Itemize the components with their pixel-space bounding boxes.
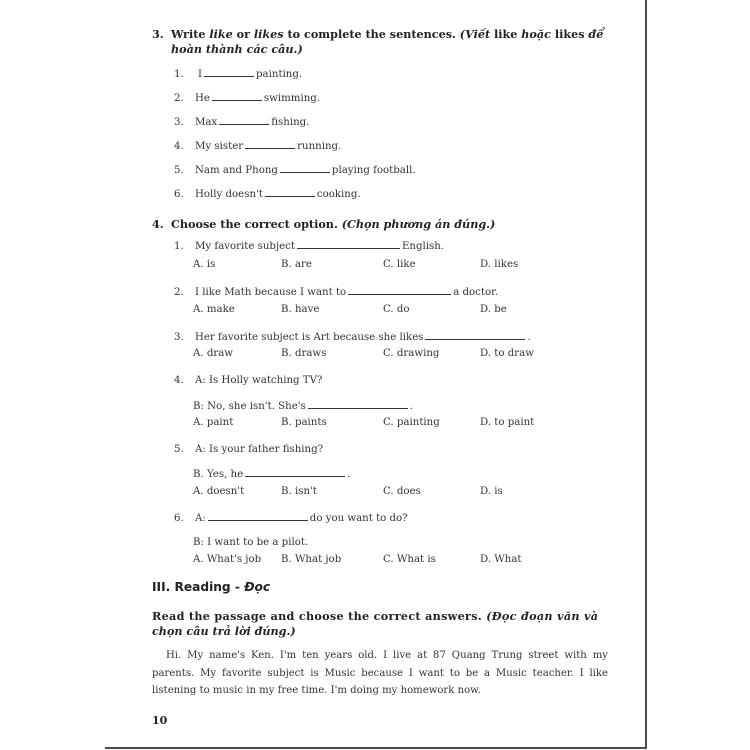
option-d[interactable]: D. What [480, 554, 522, 565]
question-4 [174, 375, 322, 386]
heading-vi: like [494, 27, 518, 41]
option-d[interactable]: D. be [480, 304, 507, 315]
option-b[interactable]: B. What job [281, 554, 342, 565]
page-border-right [645, 0, 647, 749]
exercise-3-heading [152, 27, 603, 41]
option-c[interactable]: C. What is [383, 554, 436, 565]
question-6-line2 [193, 537, 308, 548]
heading-text: Choose the correct option. [171, 217, 342, 231]
question-number: 5. [174, 444, 184, 455]
blank-field[interactable] [425, 331, 525, 340]
option-a[interactable]: A. make [193, 304, 235, 315]
item-number: 6. [174, 189, 184, 200]
question-text: English. [401, 241, 445, 252]
option-b[interactable]: B. draws [281, 348, 327, 359]
exercise-3-item [174, 68, 302, 80]
instruction-vi: (Đọc đoạn văn và [486, 609, 599, 623]
question-text: B: I want to be a pilot. [193, 537, 309, 548]
passage-text: Hi. My name's Ken. I'm ten years old. I live at 87 Quang Trung street with my parents. My favorite subject is Music because I want to be a Music teacher. I like listening to music in my free time. I'm doing my homework now. [152, 650, 608, 696]
item-text: cooking. [316, 189, 361, 200]
option-c[interactable]: C. do [383, 304, 410, 315]
question-number: 6. [174, 513, 184, 524]
question-number: 1. [174, 241, 184, 252]
item-text: running. [297, 141, 342, 152]
item-text: Nam and Phong [195, 165, 278, 176]
blank-field[interactable] [297, 240, 400, 249]
question-1 [174, 240, 444, 252]
item-number: 1. [174, 69, 184, 80]
question-5-line2 [193, 468, 350, 480]
item-number: 2. [174, 93, 184, 104]
heading-vi: likes [554, 27, 585, 41]
heading-vi: (Viết [459, 27, 495, 41]
question-2 [174, 286, 498, 298]
section-title-vi: Đọc [244, 580, 271, 594]
option-a[interactable]: A. doesn't [193, 486, 245, 497]
instruction-text: Read the passage and choose the correct answers. [152, 609, 487, 623]
heading-vi: hoặc [517, 27, 555, 41]
exercise-3-heading-line2 [171, 42, 303, 56]
blank-field[interactable] [212, 92, 262, 101]
blank-field[interactable] [245, 468, 345, 477]
question-4-line2 [193, 400, 413, 412]
option-c[interactable]: C. like [383, 259, 416, 270]
item-text: My sister [195, 141, 244, 152]
exercise-3-item [174, 164, 416, 176]
heading-vi: để [584, 27, 604, 41]
option-a[interactable]: A. is [193, 259, 216, 270]
heading-vi: (Chọn phương án đúng.) [341, 217, 496, 231]
page-number: 10 [152, 714, 168, 727]
section-title-reading [152, 580, 270, 594]
instruction-vi: chọn câu trả lời đúng.) [152, 624, 296, 638]
option-d[interactable]: D. is [480, 486, 503, 497]
item-text: painting. [256, 69, 303, 80]
option-b[interactable]: B. are [281, 259, 312, 270]
question-6 [174, 512, 408, 524]
reading-passage [152, 647, 608, 700]
question-5 [174, 444, 323, 455]
page-border-bottom [105, 747, 647, 749]
question-text: A: [195, 513, 206, 524]
option-b[interactable]: B. isn't [281, 486, 317, 497]
exercise-4-heading [152, 217, 495, 231]
question-number: 2. [174, 287, 184, 298]
blank-field[interactable] [208, 512, 308, 521]
heading-likes: likes [253, 27, 284, 41]
question-text: B. Yes, he [193, 469, 244, 480]
blank-field[interactable] [245, 140, 295, 149]
item-number: 5. [174, 165, 184, 176]
heading-text: to complete the sentences. [283, 27, 460, 41]
question-number: 4. [174, 375, 184, 386]
exercise-3-item [174, 140, 341, 152]
question-text: . [409, 401, 414, 412]
item-text: I [198, 69, 203, 80]
exercise-number: 3. [152, 27, 164, 41]
question-text: . [527, 332, 531, 343]
question-3 [174, 331, 531, 343]
blank-field[interactable] [280, 164, 330, 173]
exercise-3-item [174, 188, 361, 200]
option-a[interactable]: A. paint [193, 417, 234, 428]
option-a[interactable]: A. draw [193, 348, 234, 359]
item-number: 3. [174, 117, 184, 128]
reading-instruction [152, 609, 598, 623]
question-text: . [347, 469, 351, 480]
heading-text: Write [171, 27, 210, 41]
item-text: playing football. [331, 165, 416, 176]
question-text: My favorite subject [195, 241, 295, 252]
question-text: B: No, she isn't. She's [193, 401, 306, 412]
question-text: do you want to do? [309, 513, 408, 524]
heading-like: like [209, 27, 233, 41]
heading-vi: hoàn thành các câu.) [171, 42, 303, 56]
exercise-3-item [174, 116, 309, 128]
question-text: A: Is Holly watching TV? [195, 375, 323, 386]
section-title-en: III. Reading - [152, 580, 245, 594]
option-d[interactable]: D. to draw [480, 348, 534, 359]
question-text: Her favorite subject is Art because she likes [195, 332, 424, 343]
item-text: swimming. [263, 93, 321, 104]
option-d[interactable]: D. likes [480, 259, 519, 270]
item-text: Holly doesn't [195, 189, 263, 200]
item-text: He [195, 93, 210, 104]
item-text: Max [195, 117, 218, 128]
blank-field[interactable] [348, 286, 451, 295]
question-number: 3. [174, 332, 184, 343]
exercise-number: 4. [152, 217, 164, 231]
blank-field[interactable] [219, 116, 269, 125]
reading-instruction-line2 [152, 624, 296, 638]
heading-text: or [232, 27, 254, 41]
blank-field[interactable] [204, 68, 254, 77]
option-b[interactable]: B. paints [281, 417, 327, 428]
option-c[interactable]: C. drawing [383, 348, 440, 359]
blank-field[interactable] [308, 400, 408, 409]
question-text: I like Math because I want to [195, 287, 347, 298]
option-c[interactable]: C. does [383, 486, 421, 497]
question-text: a doctor. [453, 287, 499, 298]
exercise-3-item [174, 92, 320, 104]
question-text: A: Is your father fishing? [195, 444, 324, 455]
blank-field[interactable] [265, 188, 315, 197]
option-c[interactable]: C. painting [383, 417, 440, 428]
option-d[interactable]: D. to paint [480, 417, 535, 428]
option-b[interactable]: B. have [281, 304, 320, 315]
item-number: 4. [174, 141, 184, 152]
item-text: fishing. [271, 117, 310, 128]
option-a[interactable]: A. What's job [193, 554, 262, 565]
